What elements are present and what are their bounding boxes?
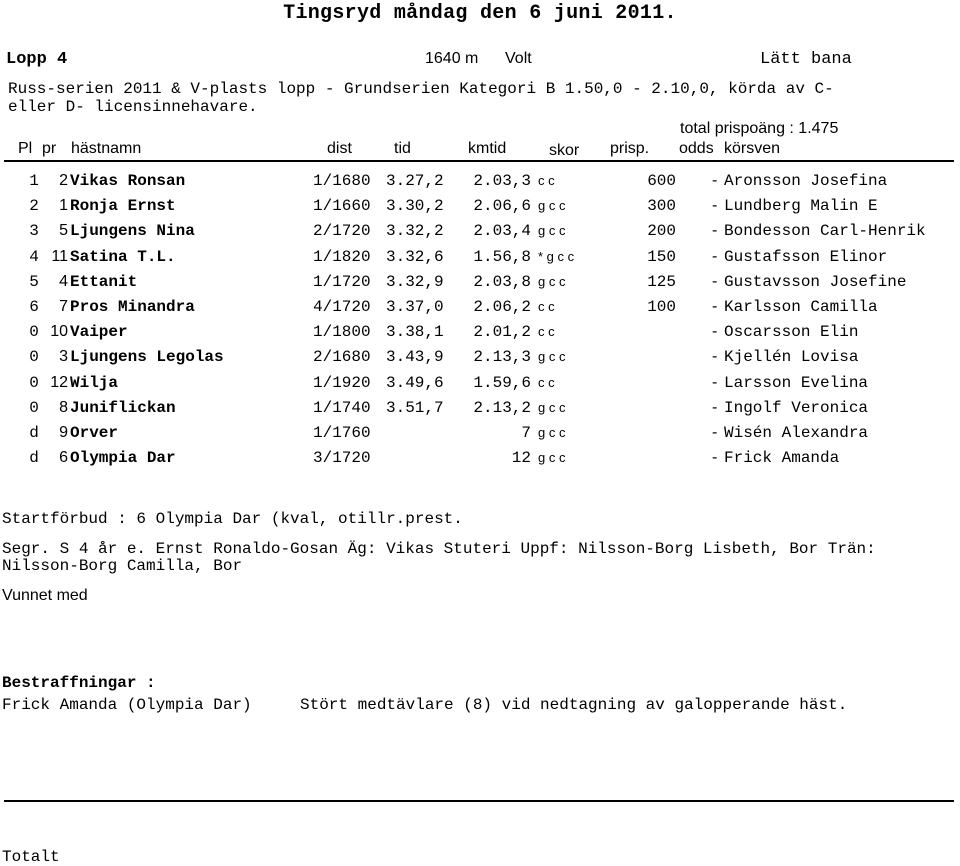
cell-post-position: 3 [59,348,68,366]
race-description-line-2: eller D- licensinnehavare. [8,98,258,116]
cell-shoes: g c c [538,425,566,440]
cell-km-time: 12 [511,449,531,468]
cell-prize-points: 300 [647,197,676,216]
cell-post-position: 2 [59,172,68,189]
cell-horse-name: Satina T.L. [70,247,176,266]
header-prisp: prisp. [610,140,650,157]
header-tid: tid [394,140,411,157]
cell-separator: - [712,398,718,416]
cell-separator: - [712,348,718,366]
cell-placing: d [29,424,39,442]
cell-horse-name: Wilja [70,373,119,392]
cell-driver: Gustavsson Josefine [724,272,907,291]
cell-separator: - [712,222,718,240]
cell-distance: 1/1820 [313,247,371,266]
header-skor: skor [549,142,580,159]
cell-driver: Wisén Alexandra [724,424,869,442]
penalties-title: Bestraffningar : [2,674,156,692]
cell-distance: 3/1720 [313,449,371,468]
result-row [0,197,960,222]
result-row [0,222,960,247]
header-odds: odds [679,140,714,157]
cell-shoes: c c [538,374,555,390]
cell-km-time: 2.03,8 [473,272,531,291]
cell-driver: Ingolf Veronica [724,398,869,417]
cell-time: 3.32,9 [386,272,444,291]
cell-prize-points: 600 [647,172,676,190]
cell-separator: - [712,323,718,341]
race-description [8,80,908,116]
result-row [0,298,960,323]
header-pl: Pl [18,140,33,157]
cell-km-time: 1.59,6 [473,373,531,392]
cell-distance: 2/1720 [313,222,371,241]
penalty-reason: Stört medtävlare (8) vid nedtagning av galopperande häst. [300,696,848,714]
header-rule [4,160,954,162]
cell-km-time: 7 [521,424,531,442]
cell-time: 3.49,6 [386,373,444,392]
cell-km-time: 2.03,4 [473,222,531,241]
cell-km-time: 2.03,3 [473,172,531,190]
cell-time: 3.32,6 [386,247,444,266]
cell-prize-points: 150 [647,247,676,266]
race-start-type: Volt [505,50,532,67]
cell-placing: 0 [29,398,39,417]
cell-horse-name: Vaiper [70,323,128,342]
cell-shoes: g c c [538,349,566,365]
cell-time: 3.27,2 [386,172,444,190]
track-condition: Lätt bana [760,50,852,69]
result-row [0,399,960,424]
cell-distance: 1/1720 [313,272,371,291]
cell-driver: Lundberg Malin E [724,197,878,216]
cell-placing: d [29,449,39,468]
cell-horse-name: Ronja Ernst [70,197,176,216]
header-horse-name: hästnamn [71,140,142,157]
cell-distance: 1/1920 [313,373,371,392]
cell-post-position: 4 [59,272,68,290]
cell-horse-name: Juniflickan [70,398,176,417]
cell-separator: - [712,197,718,215]
cell-placing: 6 [29,298,39,316]
cell-placing: 4 [29,247,39,266]
cell-post-position: 8 [59,398,68,416]
cell-prize-points: 200 [647,222,676,241]
race-description-line-1: Russ-serien 2011 & V-plasts lopp - Grundserien Kategori B 1.50,0 - 2.10,0, körda av C- [8,80,834,98]
cell-horse-name: Ettanit [70,272,138,291]
cell-distance: 1/1680 [313,172,371,190]
cell-post-position: 1 [59,197,68,215]
result-row [0,248,960,273]
cell-driver: Karlsson Camilla [724,298,878,316]
cell-distance: 1/1760 [313,424,371,442]
header-kmtid: kmtid [468,140,507,157]
cell-driver: Gustafsson Elinor [724,247,888,266]
total-label: Totalt [2,848,60,866]
cell-separator: - [712,298,718,315]
cell-driver: Bondesson Carl-Henrik [724,222,926,241]
cell-post-position: 6 [59,449,68,467]
cell-km-time: 2.06,6 [473,197,531,216]
cell-time: 3.30,2 [386,197,444,216]
header-dist: dist [327,140,352,157]
cell-time: 3.51,7 [386,398,444,417]
cell-post-position: 5 [59,222,68,240]
cell-post-position: 11 [51,247,68,265]
cell-separator: - [712,247,718,265]
total-prize-points: total prispoäng : 1.475 [680,120,839,137]
result-row [0,374,960,399]
cell-post-position: 9 [59,424,68,441]
cell-horse-name: Olympia Dar [70,449,176,468]
cell-distance: 1/1660 [313,197,371,216]
result-row [0,323,960,348]
cell-time: 3.32,2 [386,222,444,241]
winner-info-line-1: Segr. S 4 år e. Ernst Ronaldo-Gosan Äg: Vikas Stuteri Uppf: Nilsson-Borg Lisbeth, Bor Trän: [2,540,876,558]
race-number: Lopp 4 [6,50,68,69]
cell-distance: 4/1720 [313,298,371,316]
winner-info-line-2: Nilsson-Borg Camilla, Bor [2,557,243,575]
cell-separator: - [712,424,718,441]
cell-separator: - [712,373,718,391]
cell-shoes: g c c [538,399,566,415]
result-row [0,172,960,197]
cell-driver: Aronsson Josefina [724,172,888,190]
won-with-label: Vunnet med [2,587,88,604]
header-driver: körsven [724,140,781,157]
page-title: Tingsryd måndag den 6 juni 2011. [283,2,677,25]
cell-post-position: 12 [50,373,68,391]
cell-distance: 2/1680 [313,348,371,367]
cell-placing: 3 [29,222,39,241]
result-row [0,424,960,449]
cell-shoes: * g c c [538,248,575,264]
cell-placing: 2 [29,197,39,216]
cell-prize-points: 125 [647,272,676,291]
cell-horse-name: Orver [70,424,119,442]
cell-km-time: 2.06,2 [473,298,531,316]
cell-placing: 0 [29,323,39,342]
cell-km-time: 2.13,3 [473,348,531,367]
cell-shoes: c c [538,324,555,340]
cell-shoes: g c c [538,223,566,239]
cell-km-time: 2.01,2 [473,323,531,342]
race-distance: 1640 m [425,50,479,67]
start-ban-note: Startförbud : 6 Olympia Dar (kval, otillr.prest. [2,510,463,528]
cell-placing: 1 [29,172,39,190]
cell-time: 3.38,1 [386,323,444,342]
cell-shoes: g c c [538,198,566,214]
cell-shoes: g c c [538,450,566,466]
cell-placing: 0 [29,348,39,367]
cell-distance: 1/1800 [313,323,371,342]
cell-driver: Kjellén Lovisa [724,348,859,367]
cell-km-time: 1.56,8 [473,247,531,266]
header-pr: pr [42,140,57,157]
result-row [0,273,960,298]
cell-shoes: g c c [538,273,566,289]
cell-prize-points: 100 [647,298,676,316]
cell-time: 3.43,9 [386,348,444,367]
cell-shoes: c c [538,299,555,314]
cell-horse-name: Ljungens Nina [70,222,195,241]
cell-post-position: 7 [59,298,68,315]
cell-separator: - [712,272,718,290]
penalty-who: Frick Amanda (Olympia Dar) [2,696,252,714]
cell-driver: Oscarsson Elin [724,323,859,342]
cell-distance: 1/1740 [313,398,371,417]
cell-horse-name: Ljungens Legolas [70,348,224,367]
cell-shoes: c c [538,173,555,188]
cell-time: 3.37,0 [386,298,444,316]
result-row [0,348,960,373]
cell-separator: - [712,449,718,467]
cell-separator: - [712,172,718,189]
footer-rule [4,800,954,802]
cell-driver: Frick Amanda [724,449,840,468]
cell-post-position: 10 [50,323,68,341]
cell-placing: 0 [29,373,39,392]
cell-driver: Larsson Evelina [724,373,869,392]
cell-km-time: 2.13,2 [473,398,531,417]
cell-horse-name: Pros Minandra [70,298,195,316]
cell-placing: 5 [29,272,39,291]
result-row [0,449,960,474]
cell-horse-name: Vikas Ronsan [70,172,186,190]
